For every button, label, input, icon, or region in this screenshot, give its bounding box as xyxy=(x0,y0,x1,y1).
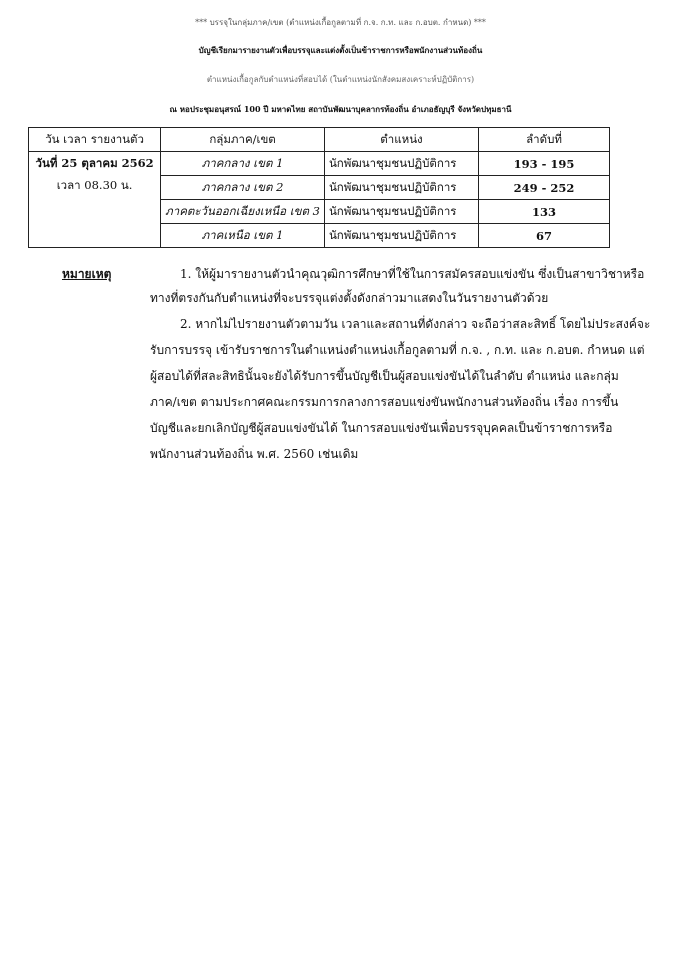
report-datetime-cell xyxy=(29,152,161,248)
group-cell: ภาคกลาง เขต 2 xyxy=(161,176,325,200)
column-header-group: กลุ่มภาค/เขต xyxy=(161,128,325,152)
header-line-3: ตำแหน่งเกื้อกูลกับตำแหน่งที่สอบได้ (ในตำแหน่งนักสังคมสงเคราะห์ปฏิบัติการ) xyxy=(206,75,475,84)
position-cell: นักพัฒนาชุมชนปฏิบัติการ xyxy=(324,224,478,248)
notes-label: หมายเหตุ xyxy=(62,267,112,281)
position-cell: นักพัฒนาชุมชนปฏิบัติการ xyxy=(324,176,478,200)
column-header-rank: ลำดับที่ xyxy=(479,128,610,152)
note-line: รับการบรรจุ เข้ารับราชการในตำแหน่งตำแหน่งเกื้อกูลตามที่ ก.จ. , ก.ท. และ ก.อบต. กำหนด แต่ xyxy=(150,343,645,357)
header-line-1: *** บรรจุในกลุ่มภาค/เขต (ตำแหน่งเกื้อกูลตามที่ ก.จ. ก.ท. และ ก.อบต. กำหนด) *** xyxy=(195,18,486,27)
header-line-2: บัญชีเรียกมารายงานตัวเพื่อบรรจุและแต่งตั้งเป็นข้าราชการหรือพนักงานส่วนท้องถิ่น xyxy=(198,45,483,55)
note-line: ผู้สอบได้ที่สละสิทธินั้นจะยังได้รับการขึ้นบัญชีเป็นผู้สอบแข่งขันได้ในลำดับ ตำแหน่ง และกลุ่ม xyxy=(150,369,619,383)
note-line: พนักงานส่วนท้องถิ่น พ.ศ. 2560 เช่นเดิม xyxy=(150,447,359,461)
position-cell: นักพัฒนาชุมชนปฏิบัติการ xyxy=(324,152,478,176)
header-line-4: ณ หอประชุมอนุสรณ์ 100 ปี มหาดไทย สถาบันพัฒนาบุคลากรท้องถิ่น อำเภอธัญบุรี จังหวัดปทุมธานี xyxy=(169,104,512,114)
note-line: ภาค/เขต ตามประกาศคณะกรรมการกลางการสอบแข่งขันพนักงานส่วนท้องถิ่น เรื่อง การขึ้น xyxy=(150,395,619,409)
note-line: 1. ให้ผู้มารายงานตัวนำคุณวุฒิการศึกษาที่ใช้ในการสมัครสอบแข่งขัน ซึ่งเป็นสาขาวิชาหรือ xyxy=(180,267,645,281)
group-cell: ภาคกลาง เขต 1 xyxy=(161,152,325,176)
rank-cell: 249 - 252 xyxy=(479,176,610,200)
position-cell: นักพัฒนาชุมชนปฏิบัติการ xyxy=(324,200,478,224)
report-date: วันที่ 25 ตุลาคม 2562 xyxy=(35,156,154,170)
report-time: เวลา 08.30 น. xyxy=(56,178,133,192)
table-row xyxy=(29,152,610,176)
rank-cell: 67 xyxy=(479,224,610,248)
group-cell: ภาคเหนือ เขต 1 xyxy=(161,224,325,248)
table-header-row xyxy=(29,128,610,152)
note-line: บัญชีและยกเลิกบัญชีผู้สอบแข่งขันได้ ในการสอบแข่งขันเพื่อบรรจุบุคคลเป็นข้าราชการหรือ xyxy=(150,421,613,435)
rank-cell: 193 - 195 xyxy=(479,152,610,176)
note-line: 2. หากไม่ไปรายงานตัวตามวัน เวลาและสถานที่ดังกล่าว จะถือว่าสละสิทธิ์ โดยไม่ประสงค์จะ xyxy=(180,317,651,331)
rank-cell: 133 xyxy=(479,200,610,224)
note-line: ทางที่ตรงกันกับตำแหน่งที่จะบรรจุแต่งตั้งดังกล่าวมาแสดงในวันรายงานตัวด้วย xyxy=(150,291,549,305)
column-header-report-time: วัน เวลา รายงานตัว xyxy=(29,128,161,152)
report-schedule-table xyxy=(28,127,610,248)
column-header-position: ตำแหน่ง xyxy=(324,128,478,152)
group-cell: ภาคตะวันออกเฉียงเหนือ เขต 3 xyxy=(161,200,325,224)
